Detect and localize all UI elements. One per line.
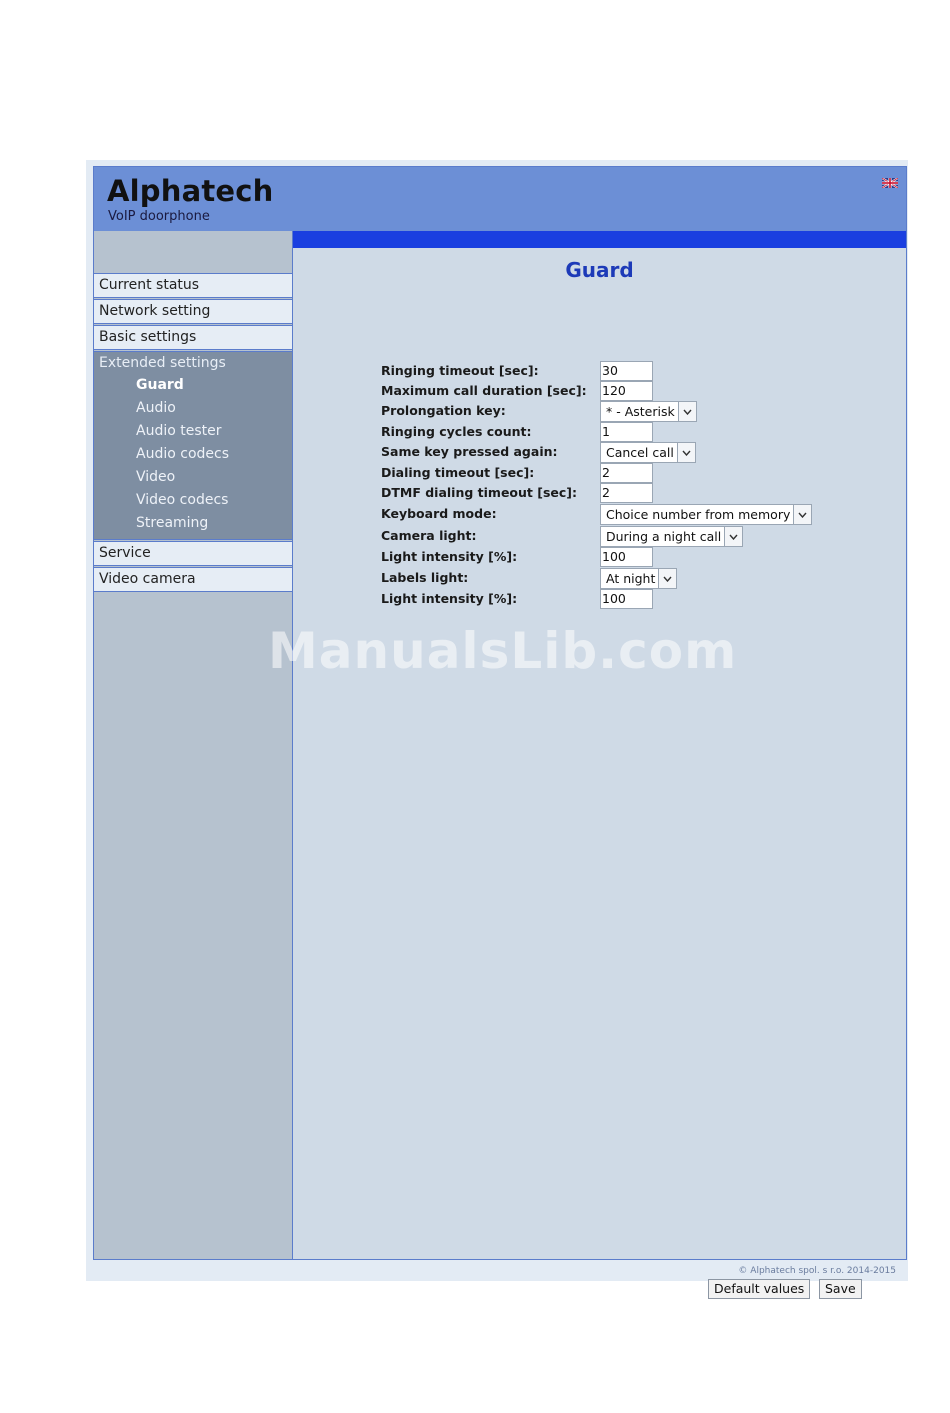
dtmf-dialing-timeout-input[interactable]: 2 (600, 483, 653, 503)
brand-tagline: VoIP doorphone (108, 209, 210, 224)
select-value: During a night call (606, 529, 722, 544)
field-label: Labels light: (381, 570, 469, 585)
select-value: Cancel call (606, 445, 674, 460)
dialing-timeout-input[interactable]: 2 (600, 463, 653, 483)
select-value: At night (606, 571, 656, 586)
watermark: ManualsLib.com (268, 622, 738, 680)
labels-light-intensity-input[interactable]: 100 (600, 589, 653, 609)
sidebar-item-video-camera[interactable]: Video camera (94, 567, 292, 592)
field-label: Dialing timeout [sec]: (381, 465, 535, 480)
select-value: Choice number from memory (606, 507, 791, 522)
chevron-down-icon[interactable] (678, 402, 696, 421)
keyboard-mode-select[interactable] (600, 504, 812, 525)
field-label: Same key pressed again: (381, 444, 558, 459)
sidebar-item-extended-settings[interactable]: Extended settings (99, 355, 226, 371)
header (94, 167, 906, 231)
save-button[interactable]: Save (819, 1279, 862, 1299)
field-label: Light intensity [%]: (381, 549, 518, 564)
uk-flag-icon[interactable] (882, 178, 898, 188)
sidebar-subitem-video-codecs[interactable]: Video codecs (136, 492, 229, 508)
chevron-down-icon[interactable] (793, 505, 811, 524)
sidebar-item-current-status[interactable]: Current status (94, 273, 292, 298)
sidebar-spacer (94, 231, 292, 273)
sidebar-item-basic-settings[interactable]: Basic settings (94, 325, 292, 350)
max-call-duration-input[interactable]: 120 (600, 381, 653, 401)
sidebar-subitem-audio-codecs[interactable]: Audio codecs (136, 446, 229, 462)
brand-title: Alphatech (107, 174, 274, 208)
select-value: * - Asterisk (606, 404, 675, 419)
camera-light-select[interactable] (600, 526, 743, 547)
sidebar-subitem-video[interactable]: Video (136, 469, 176, 485)
default-values-button[interactable]: Default values (708, 1279, 810, 1299)
field-label: Light intensity [%]: (381, 591, 518, 606)
camera-light-intensity-input[interactable]: 100 (600, 547, 653, 567)
sidebar (94, 231, 293, 1259)
field-label: Ringing cycles count: (381, 424, 532, 439)
field-label: DTMF dialing timeout [sec]: (381, 485, 577, 500)
field-label: Prolongation key: (381, 403, 506, 418)
labels-light-select[interactable] (600, 568, 677, 589)
field-label: Maximum call duration [sec]: (381, 383, 587, 398)
same-key-pressed-select[interactable] (600, 442, 696, 463)
sidebar-subitem-guard[interactable]: Guard (136, 377, 184, 393)
sidebar-subitem-audio[interactable]: Audio (136, 400, 176, 416)
sidebar-item-service[interactable]: Service (94, 541, 292, 566)
sidebar-subitem-audio-tester[interactable]: Audio tester (136, 423, 222, 439)
sidebar-group-extended-settings (94, 351, 292, 540)
field-label: Camera light: (381, 528, 477, 543)
ringing-cycles-input[interactable]: 1 (600, 422, 653, 442)
field-label: Keyboard mode: (381, 506, 497, 521)
accent-bar (293, 231, 906, 248)
chevron-down-icon[interactable] (658, 569, 676, 588)
page-title: Guard (565, 258, 634, 282)
copyright-footer: © Alphatech spol. s r.o. 2014-2015 (738, 1266, 896, 1276)
field-label: Ringing timeout [sec]: (381, 363, 539, 378)
chevron-down-icon[interactable] (677, 443, 695, 462)
ringing-timeout-input[interactable]: 30 (600, 361, 653, 381)
chevron-down-icon[interactable] (724, 527, 742, 546)
sidebar-subitem-streaming[interactable]: Streaming (136, 515, 209, 531)
sidebar-item-network-setting[interactable]: Network setting (94, 299, 292, 324)
prolongation-key-select[interactable] (600, 401, 697, 422)
